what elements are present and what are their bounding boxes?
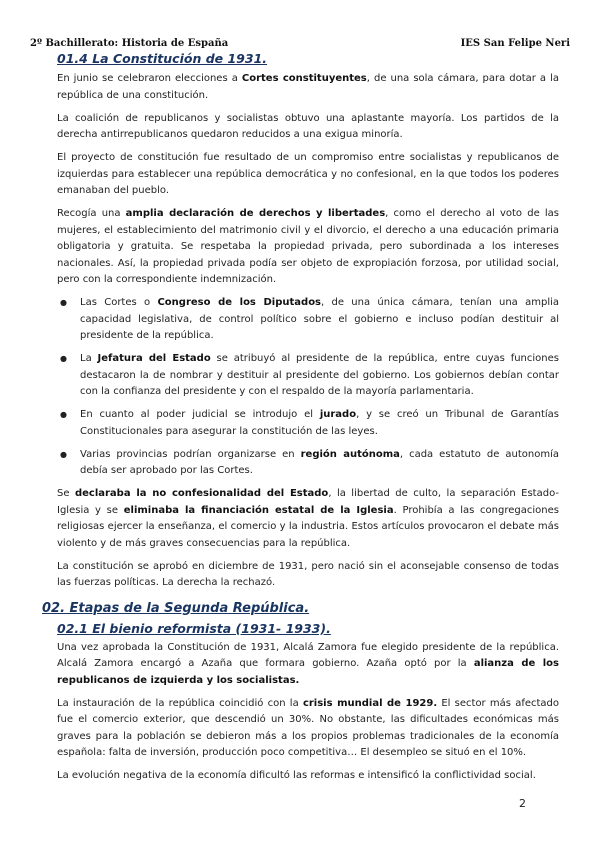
paragraph: Una vez aprobada la Constitución de 1931, Alcalá Zamora fue elegido presidente de la república. Alcalá Zamora encargó a Azaña que formara gobierno. Azaña optó por la alianza de los republicanos de izquierda y los socialistas.: [57, 641, 559, 686]
paragraph: La instauración de la república coincidió con la crisis mundial de 1929. El sector más afectado fue el comercio exterior, que descendió un 30%. No obstante, las dificultades económicas más graves para la población se debieron más a los propios problemas tradicionales de la economía española: falta de inversión, producción poco competitiva… El desempleo se situó en el 10%.: [57, 697, 560, 758]
paragraph: La coalición de republicanos y socialistas obtuvo una aplastante mayoría. Los partidos de la derecha antirrepublicanos quedaron reducidos a una exigua minoría.: [57, 112, 559, 140]
bullet-list: [57, 295, 559, 480]
course-label: 2º Bachillerato: Historia de España: [30, 38, 229, 49]
list-item: ● En cuanto al poder judicial se introdujo el jurado, y se creó un Tribunal de Garantías Constitucionales para asegurar la constitución de las leyes.: [80, 407, 559, 440]
list-item: ● La Jefatura del Estado se atribuyó al presidente de la república, entre cuyas funciones destacaron la de nombrar y destituir al presidente del gobierno. Los gobiernos debían contar con la confianza del presidente y con el respaldo de la mayoría parlamentaria.: [80, 351, 559, 401]
section-title-stages: 02. Etapas de la Segunda República.: [42, 600, 310, 616]
school-label: IES San Felipe Neri: [460, 38, 570, 49]
list-item: ● Las Cortes o Congreso de los Diputados, de una única cámara, tenían una amplia capacidad legislativa, de control político sobre el gobierno e incluso podían destituir al presidente de la república.: [80, 295, 559, 345]
paragraph: En junio se celebraron elecciones a Cortes constituyentes, de una sola cámara, para dotar a la república de una constitución.: [57, 73, 559, 101]
paragraph: Recogía una amplia declaración de derechos y libertades, como el derecho al voto de las mujeres, el establecimiento del matrimonio civil y el divorcio, el derecho a una educación primaria obligatoria y gratuita. Se respetaba la propiedad privada, pero subordinada a los intereses nacionales. Así, la propiedad privada podía ser objeto de expropiación forzosa, por utilidad social, pero con la correspondiente indemnización.: [57, 208, 560, 285]
list-item: ● Varias provincias podrían organizarse en región autónoma, cada estatuto de autonomía debía ser aprobado por las Cortes.: [80, 447, 559, 480]
paragraph: El proyecto de constitución fue resultado de un compromiso entre socialistas y republicanos de izquierdas para establecer una república democrática y no confesional, en la que todos los poderes emanaban del pueblo.: [57, 152, 559, 196]
page-number: 2: [519, 797, 526, 810]
paragraph: La constitución se aprobó en diciembre de 1931, pero nació sin el aconsejable consenso de todas las fuerzas políticas. La derecha la rechazó.: [57, 560, 559, 588]
document-body: [42, 50, 560, 791]
paragraph: Se declaraba la no confesionalidad del Estado, la libertad de culto, la separación Estado-Iglesia y se eliminaba la financiación estatal de la Iglesia. Prohibía a las congregaciones religiosas ejercer la enseñanza, el comercio y la industria. Estos artículos provocaron el debate más violento y de más graves consecuencias para la república.: [57, 488, 559, 549]
paragraph: La evolución negativa de la economía dificultó las reformas e intensificó la conflictividad social.: [57, 770, 536, 781]
section-title-bienio: 02.1 El bienio reformista (1931- 1933).: [57, 620, 331, 636]
section-title-constitution: 01.4 La Constitución de 1931.: [57, 51, 268, 66]
